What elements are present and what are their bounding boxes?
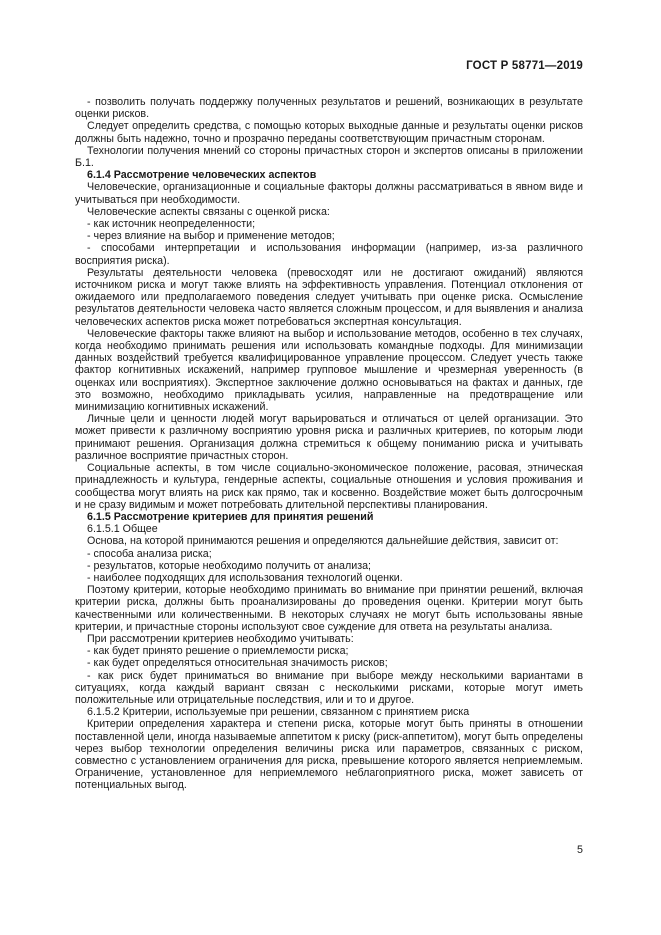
paragraph: Человеческие, организационные и социальные факторы должны рассматриваться в явном виде и учитываться при необходимости. <box>75 181 583 206</box>
paragraph: Человеческие аспекты связаны с оценкой риска: <box>87 205 330 218</box>
list-item: - через влияние на выбор и применение методов; <box>87 230 335 243</box>
list-item: - способа анализа риска; <box>87 547 212 560</box>
document-body <box>75 96 583 792</box>
subsection-title: 6.1.5.1 Общее <box>87 523 158 536</box>
paragraph: Личные цели и ценности людей могут варьироваться и отличаться от целей организации. Это может привести к различному восприятию уровня риска и различных критериев, по которым люди принимают решения. Организация должна стремиться к общему пониманию риска и учитывать различное восприятие причастных сторон. <box>75 413 583 462</box>
paragraph: Следует определить средства, с помощью которых выходные данные и результаты оценки рисков должны быть надежно, точно и прозрачно переданы соответствующим причастным сторонам. <box>75 120 583 145</box>
list-item: - наиболее подходящих для использования технологий оценки. <box>87 571 403 584</box>
page-number: 5 <box>577 844 583 856</box>
list-item: - способами интерпретации и использования информации (например, из-за различного восприятия риска). <box>75 242 583 267</box>
list-item: - результатов, которые необходимо получить от анализа; <box>87 559 372 572</box>
paragraph: Человеческие факторы также влияют на выбор и использование методов, особенно в тех случаях, когда необходимо принимать решения или использовать командные подходы. Для минимизации данных воздействий требуется квалифицированное управление процессом. Следует учесть также фактор когнитивных искажений, например групповое мышление и чрезмерная уверенность (в оценках или восприятиях). Экспертное заключение должно основываться на фактах и данных, где это возможно, необходимо прикладывать усилия, направленные на предотвращение или минимизацию когнитивных искажений. <box>75 327 583 414</box>
section-heading: 6.1.4 Рассмотрение человеческих аспектов <box>87 169 317 182</box>
list-item: - как будет принято решение о приемлемости риска; <box>87 645 349 658</box>
paragraph: Критерии определения характера и степени риска, которые могут быть приняты в отношении поставленной цели, иногда называемые аппетитом к риску (риск-аппетитом), могут быть определены через выбор технологии определения величины риска или параметров, связанных с риском, совместно с установлением ограничения для риска, превышение которого является неприемлемым. Ограничение, установленное для неприемлемого неблагоприятного риска, может зависеть от потенциальных выгод. <box>75 718 583 792</box>
paragraph: Основа, на которой принимаются решения и определяются дальнейшие действия, зависит от: <box>87 535 559 548</box>
list-item: - как риск будет приниматься во внимание при выборе между несколькими вариантами в ситуациях, когда каждый вариант связан с несколькими рисками, которые могут иметь положительные или отрицательные последствия, или и то и другое. <box>75 669 583 706</box>
standard-id: ГОСТ Р 58771—2019 <box>466 60 583 72</box>
list-item: - как источник неопределенности; <box>87 218 256 231</box>
paragraph: Результаты деятельности человека (превосходят или не достигают ожиданий) являются источником риска и могут также влиять на эффективность управления. Потенциал отклонения от ожидаемого или предполагаемого поведения следует учитывать при оценке риска. Осмысление результатов деятельности человека часто является сложным процессом, и для выявления и анализа человеческих аспектов риска может потребоваться экспертная консультация. <box>75 266 583 328</box>
subsection-title: 6.1.5.2 Критерии, используемые при решении, связанном с принятием риска <box>87 706 470 719</box>
section-heading: 6.1.5 Рассмотрение критериев для принятия решений <box>87 510 374 523</box>
paragraph: - позволить получать поддержку полученных результатов и решений, возникающих в результате оценки рисков. <box>75 96 583 121</box>
paragraph: Технологии получения мнений со стороны причастных сторон и экспертов описаны в приложении Б.1. <box>75 144 583 170</box>
list-item: - как будет определяться относительная значимость рисков; <box>87 657 388 670</box>
paragraph: Поэтому критерии, которые необходимо принимать во внимание при принятии решений, включая критерии риска, должны быть проанализированы до проведения оценки. Критерии могут быть качественными или количественными. В некоторых случаях не могут быть использованы явные критерии, и причастные стороны используют свое суждение для ответа на результаты анализа. <box>75 584 583 633</box>
paragraph: При рассмотрении критериев необходимо учитывать: <box>87 632 354 645</box>
paragraph: Социальные аспекты, в том числе социально-экономическое положение, расовая, этническая принадлежность и культура, гендерные аспекты, социальные отношения и условия проживания и сообщества могут влиять на риск как прямо, так и косвенно. Воздействие может быть долгосрочным и не сразу видимым и может потребовать длительной перспективы планирования. <box>75 462 583 511</box>
